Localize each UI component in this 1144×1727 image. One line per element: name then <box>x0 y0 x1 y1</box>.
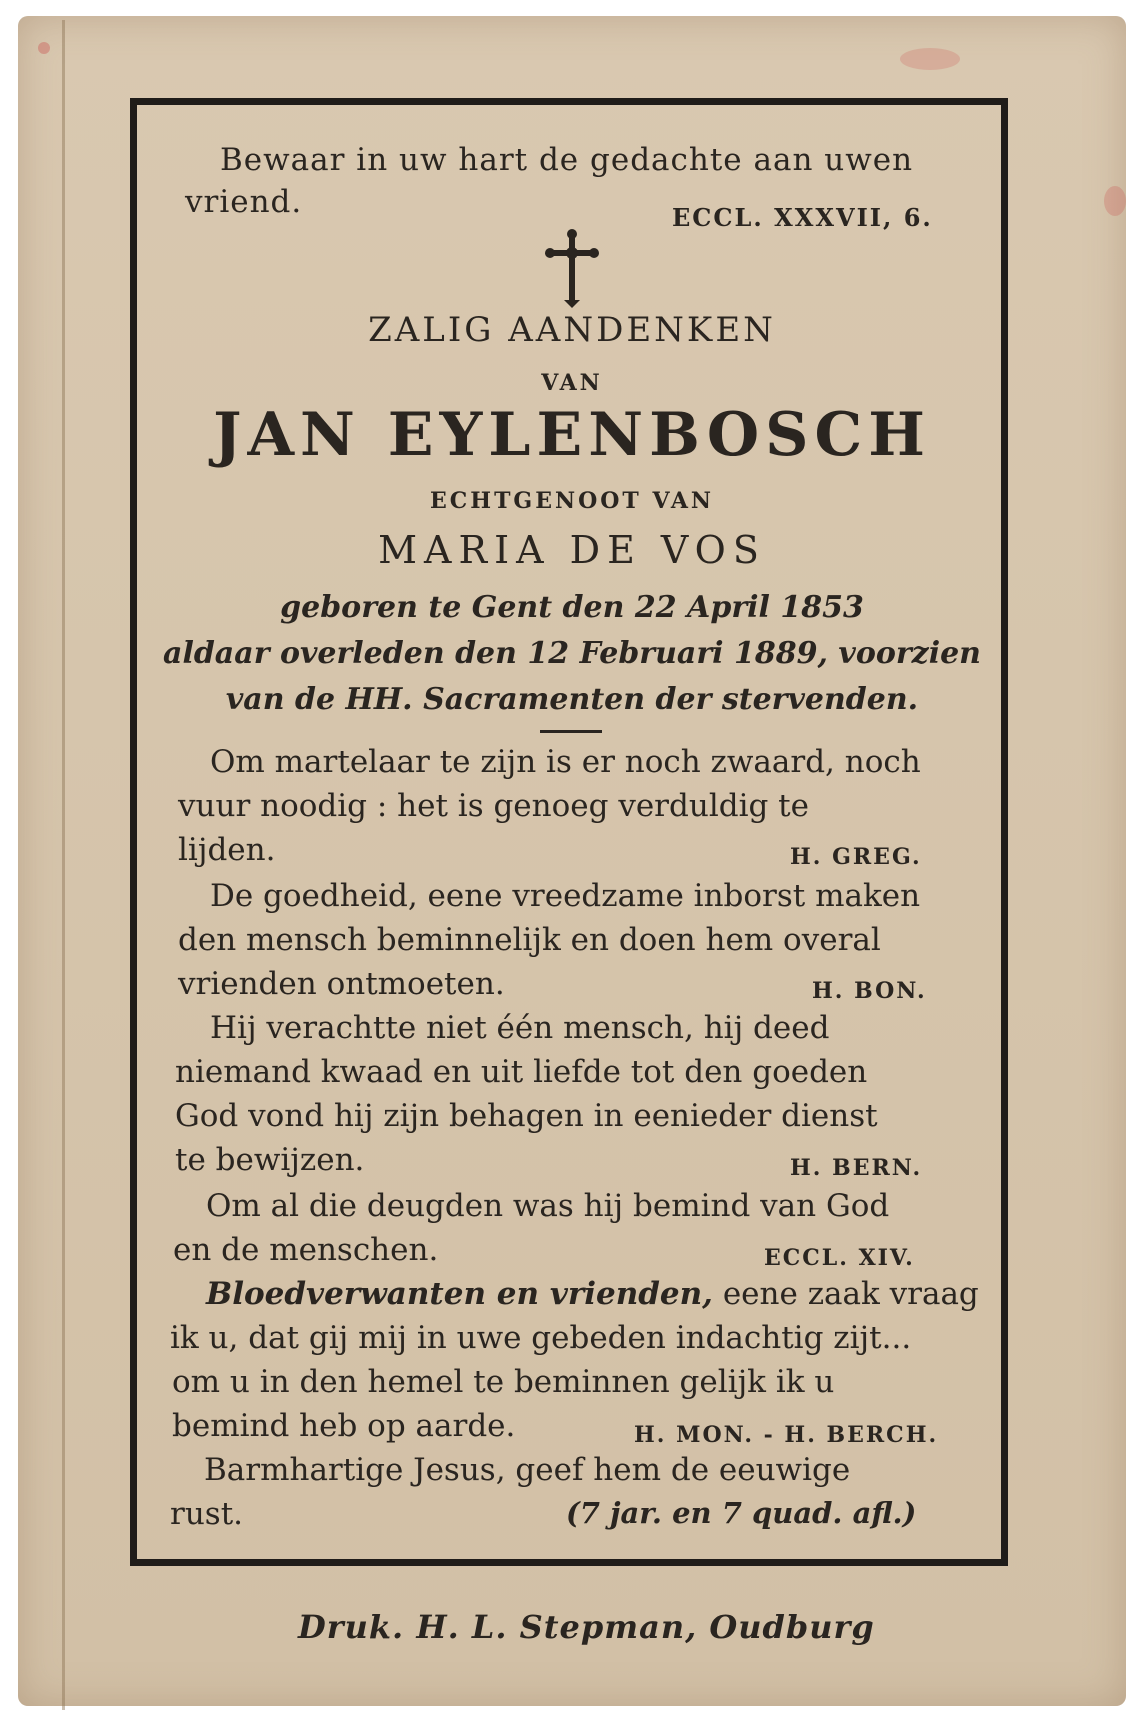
quote-line: Om martelaar te zijn is er noch zwaard, noch <box>210 744 921 780</box>
quote-line: en de menschen. <box>173 1232 439 1268</box>
quote-source: H. BERN. <box>790 1155 923 1181</box>
quote-line: God vond hij zijn behagen in eenieder dienst <box>175 1098 878 1134</box>
divider-rule <box>540 730 602 733</box>
birth-line: geboren te Gent den 22 April 1853 <box>280 590 864 625</box>
quote-line: Hij verachtte niet één mensch, hij deed <box>210 1010 830 1046</box>
quote-line: Om al die deugden was hij bemind van God <box>206 1188 890 1224</box>
quote-line-lead <box>206 1276 979 1312</box>
death-line: aldaar overleden den 12 Februari 1889, voorzien <box>163 636 981 671</box>
printer-credit: Druk. H. L. Stepman, Oudburg <box>298 1608 875 1646</box>
quote-line: lijden. <box>178 832 276 868</box>
quote-line: om u in den hemel te beminnen gelijk ik u <box>172 1364 835 1400</box>
quote-line: ik u, dat gij mij in uwe gebeden indachtig zijt... <box>170 1320 912 1356</box>
quote-source: (7 jar. en 7 quad. afl.) <box>566 1496 917 1530</box>
spouse-name: MARIA DE VOS <box>378 528 766 572</box>
quote-line: Barmhartige Jesus, geef hem de eeuwige <box>204 1452 851 1488</box>
motto-line-2: vriend. <box>185 184 303 220</box>
sacraments-line: van de HH. Sacramenten der stervenden. <box>225 682 919 717</box>
quote-line: den mensch beminnelijk en doen hem overal <box>178 922 881 958</box>
quote-lead-rest: eene zaak vraag <box>712 1276 979 1312</box>
quote-lead-italic: Bloedverwanten en vrienden, <box>206 1276 713 1312</box>
cross-icon <box>542 228 602 308</box>
title: ZALIG AANDENKEN <box>368 310 776 350</box>
motto-line-1: Bewaar in uw hart de gedachte aan uwen <box>220 142 914 178</box>
quote-line: te bewijzen. <box>175 1142 365 1178</box>
stain <box>38 42 50 54</box>
quote-source: H. MON. - H. BERCH. <box>634 1422 939 1448</box>
quote-line: niemand kwaad en uit liefde tot den goeden <box>175 1054 868 1090</box>
quote-source: H. BON. <box>812 978 927 1004</box>
deceased-name: JAN EYLENBOSCH <box>213 400 931 470</box>
quote-source: H. GREG. <box>790 844 922 870</box>
van-label: VAN <box>541 370 603 396</box>
motto-reference: ECCL. XXXVII, 6. <box>672 203 933 232</box>
quote-line: De goedheid, eene vreedzame inborst maken <box>210 878 921 914</box>
quote-source: ECCL. XIV. <box>764 1245 915 1271</box>
quote-line: vuur noodig : het is genoeg verduldig te <box>178 788 809 824</box>
quote-line: vrienden ontmoeten. <box>178 966 505 1002</box>
quote-line: bemind heb op aarde. <box>172 1408 516 1444</box>
relation-label: ECHTGENOOT VAN <box>430 488 714 514</box>
quote-line: rust. <box>170 1496 244 1532</box>
stain <box>900 48 960 70</box>
card-fold-line <box>62 20 65 1710</box>
stain <box>1104 186 1126 216</box>
